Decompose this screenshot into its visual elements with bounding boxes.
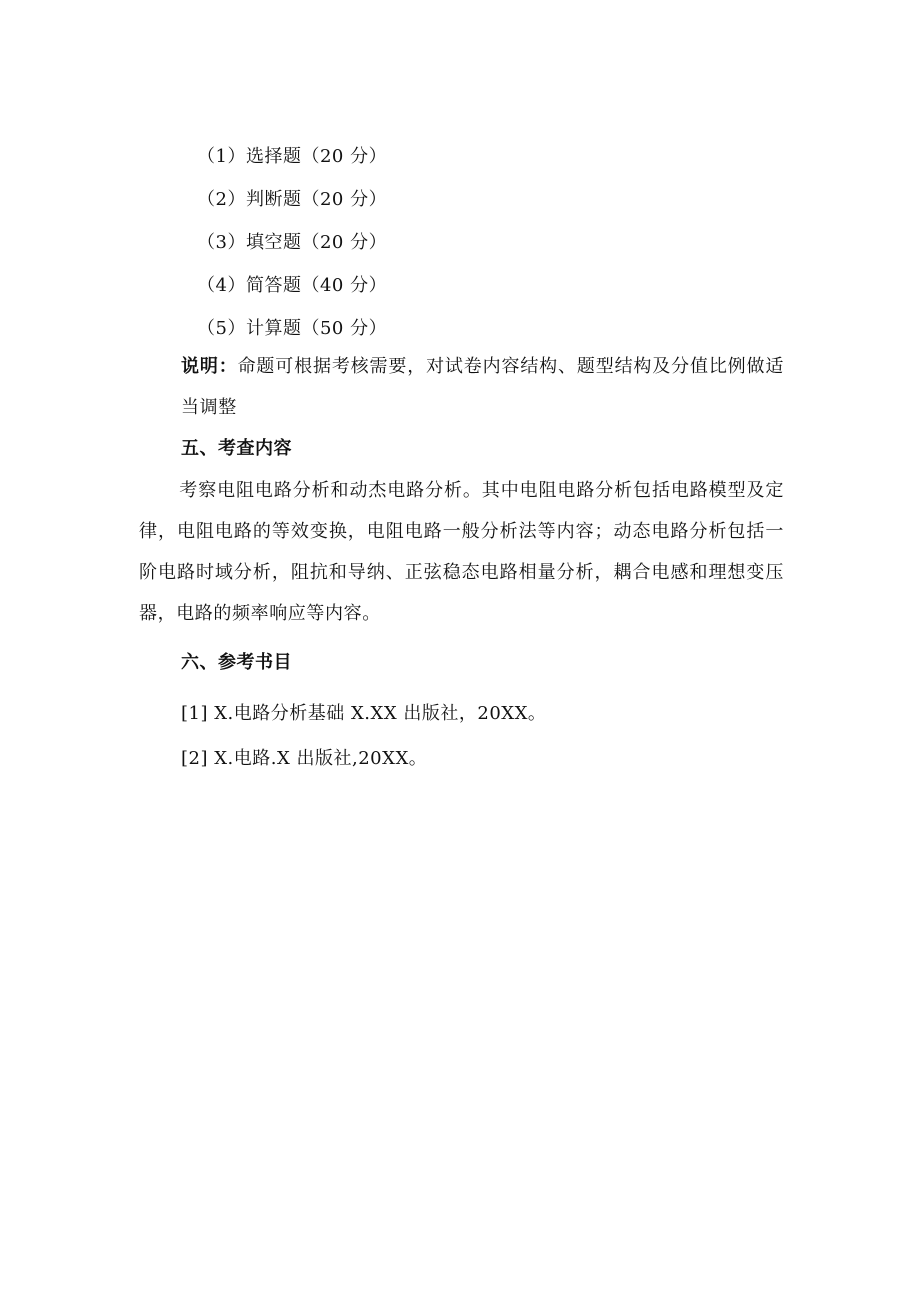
content-paragraph xyxy=(139,470,784,634)
question-type-item: （1）选择题（20 分） xyxy=(197,146,388,167)
section-heading-content: 五、考查内容 xyxy=(181,438,292,459)
note-label: 说明： xyxy=(181,356,238,377)
reference-item: [1] X.电路分析基础 X.XX 出版社，20XX。 xyxy=(181,703,547,724)
question-type-item: （2）判断题（20 分） xyxy=(197,189,388,210)
content-paragraph-text: 考察电阻电路分析和动杰电路分析。其中电阻电路分析包括电路模型及定律，电阻电路的等效变换，电阻电路一般分析法等内容；动态电路分析包括一阶电路时域分析，阻抗和导纳、正弦稳态电路相量分析，耦合电感和理想变压器，电路的频率响应等内容。 xyxy=(139,480,784,624)
note-text: 命题可根据考核需要，对试卷内容结构、题型结构及分值比例做适当调整 xyxy=(181,356,784,418)
reference-item: [2] X.电路.X 出版社,20XX。 xyxy=(181,748,428,769)
question-type-item: （5）计算题（50 分） xyxy=(197,318,388,339)
question-type-item: （4）简答题（40 分） xyxy=(197,275,388,296)
note-paragraph xyxy=(139,346,784,428)
question-type-item: （3）填空题（20 分） xyxy=(197,232,388,253)
section-heading-references: 六、参考书目 xyxy=(181,652,292,673)
